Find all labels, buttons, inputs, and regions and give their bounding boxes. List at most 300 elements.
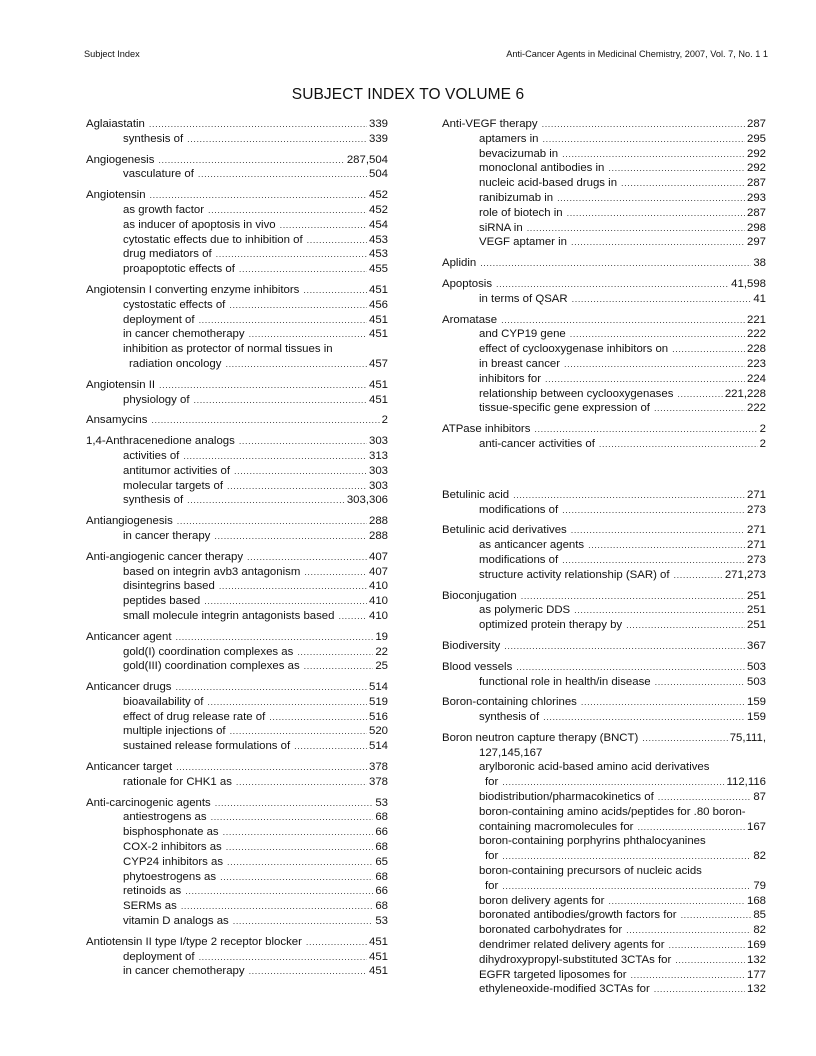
page-numbers: 293: [746, 191, 766, 204]
index-term: [442, 488, 766, 503]
index-subterm: [442, 147, 766, 162]
index-subterm-continued: [86, 357, 388, 372]
dot-leader: [216, 247, 367, 262]
dot-leader: [572, 292, 752, 307]
index-subterm-label: vitamin D analogs as: [123, 915, 229, 928]
index-term: [86, 283, 388, 298]
index-subterm-label: COX-2 inhibitors as: [123, 841, 222, 854]
index-subterm-label: peptides based: [123, 595, 201, 608]
index-subterm-label: CYP24 inhibitors as: [123, 855, 224, 868]
index-subterm-label: EGFR targeted liposomes for: [479, 968, 627, 981]
index-entry: [442, 488, 766, 518]
dot-leader: [158, 153, 344, 168]
page-numbers: 287: [746, 177, 766, 190]
index-subterm: [86, 724, 388, 739]
index-subterm: [86, 393, 388, 408]
index-subterm: [86, 710, 388, 725]
page-numbers: 271: [746, 488, 766, 501]
index-term: [86, 550, 388, 565]
page-numbers: 167: [746, 820, 766, 833]
dot-leader: [214, 529, 367, 544]
index-entry: [86, 117, 388, 147]
index-entry: [442, 313, 766, 417]
page-numbers: 53: [375, 796, 388, 809]
index-term: [86, 153, 388, 168]
page-numbers: 452: [368, 203, 388, 216]
page-numbers: 453: [368, 233, 388, 246]
dot-leader: [194, 393, 367, 408]
index-subterm: [86, 579, 388, 594]
dot-leader: [226, 840, 374, 855]
index-term-label: Anticancer agent: [86, 630, 172, 643]
index-entry: [442, 117, 766, 250]
index-subterm: [442, 437, 766, 452]
index-subterm: [442, 401, 766, 416]
dot-leader: [208, 203, 367, 218]
index-subterm-label: disintegrins based: [123, 580, 215, 593]
dot-leader: [230, 724, 367, 739]
index-subterm-label: drug mediators of: [123, 248, 212, 261]
dot-leader: [480, 256, 751, 271]
index-subterm-label: in terms of QSAR: [479, 292, 568, 305]
page-numbers: 378: [368, 761, 388, 774]
page-numbers: 221: [746, 313, 766, 326]
page-numbers: 221,228: [724, 387, 766, 400]
index-term: [86, 796, 388, 811]
page-numbers: 271,273: [724, 568, 766, 581]
index-subterm-label: bisphosphonate as: [123, 826, 219, 839]
dot-leader: [564, 357, 745, 372]
index-subterm-continued: [442, 849, 766, 864]
dot-leader: [642, 731, 727, 746]
index-subterm: [442, 805, 766, 820]
index-term-label: Anticancer target: [86, 761, 173, 774]
index-term: [442, 277, 766, 292]
page-numbers: 132: [746, 953, 766, 966]
index-entry: [86, 680, 388, 754]
index-entry: [86, 188, 388, 277]
index-term-label: Angiogenesis: [86, 153, 155, 166]
index-subterm-label: antitumor activities of: [123, 464, 230, 477]
dot-leader: [236, 775, 367, 790]
index-entry: [442, 639, 766, 654]
index-term-label: Aplidin: [442, 257, 477, 270]
index-subterm-label: effect of drug release rate of: [123, 710, 266, 723]
dot-leader: [581, 695, 745, 710]
dot-leader: [175, 680, 367, 695]
index-subterm: [86, 645, 388, 660]
page-numbers: 451: [368, 328, 388, 341]
index-subterm: [86, 609, 388, 624]
page-numbers: 65: [375, 855, 388, 868]
dot-leader: [504, 639, 745, 654]
page-numbers: 407: [368, 565, 388, 578]
dot-leader: [608, 161, 745, 176]
dot-leader: [542, 117, 745, 132]
index-subterm: [86, 870, 388, 885]
page-numbers: 292: [746, 162, 766, 175]
index-subterm: [86, 493, 388, 508]
index-subterm-label: physiology of: [123, 393, 190, 406]
dot-leader: [677, 387, 722, 402]
dot-leader: [204, 594, 367, 609]
index-term-label: Aromatase: [442, 313, 498, 326]
index-subterm-label: in cancer therapy: [123, 529, 211, 542]
index-entry: [442, 695, 766, 725]
index-subterm: [442, 553, 766, 568]
page-numbers: 451: [368, 393, 388, 406]
index-subterm: [86, 914, 388, 929]
index-subterm: [442, 357, 766, 372]
dot-leader: [502, 849, 751, 864]
dot-leader: [187, 132, 367, 147]
index-subterm-continued-label: for: [485, 776, 499, 789]
index-subterm-label: in cancer chemotherapy: [123, 328, 245, 341]
dot-leader: [227, 855, 373, 870]
index-subterm-label: multiple injections of: [123, 725, 226, 738]
page-numbers: 251: [746, 604, 766, 617]
dot-leader: [249, 327, 367, 342]
index-term: [86, 935, 388, 950]
page-numbers: 520: [368, 725, 388, 738]
index-entry: [86, 413, 388, 428]
dot-leader: [176, 630, 374, 645]
index-subterm-label: phytoestrogens as: [123, 870, 217, 883]
index-term: [442, 639, 766, 654]
index-term: [442, 660, 766, 675]
index-subterm: [442, 710, 766, 725]
index-subterm-label: modifications of: [479, 553, 559, 566]
index-subterm: [442, 387, 766, 402]
index-entry: [86, 434, 388, 508]
index-term-label: Betulinic acid derivatives: [442, 524, 567, 537]
index-subterm: [86, 739, 388, 754]
index-term-label: Anti-VEGF therapy: [442, 118, 538, 130]
index-term-pages-continued-label: 127,145,167: [479, 746, 543, 759]
page-numbers: 132: [746, 983, 766, 996]
page-numbers: 38: [753, 257, 766, 270]
index-subterm-label: as inducer of apoptosis in vivo: [123, 218, 276, 231]
index-entry: [86, 378, 388, 408]
dot-leader: [543, 710, 745, 725]
page-numbers: 519: [368, 695, 388, 708]
page-numbers: 451: [368, 313, 388, 326]
dot-leader: [557, 191, 745, 206]
index-subterm-label: tissue-specific gene expression of: [479, 402, 650, 415]
index-subterm-label: gold(I) coordination complexes as: [123, 645, 294, 658]
dot-leader: [599, 437, 758, 452]
page-numbers: 451: [368, 378, 388, 391]
dot-leader: [149, 117, 367, 132]
index-entry: [442, 422, 766, 452]
index-term-label: Blood vessels: [442, 660, 513, 673]
index-subterm: [442, 923, 766, 938]
index-entry: [442, 256, 766, 271]
page-numbers: 159: [746, 696, 766, 709]
page-numbers: 53: [375, 915, 388, 928]
index-subterm-label: boron-containing precursors of nucleic acids: [479, 865, 702, 878]
index-term-label: Ansamycins: [86, 414, 148, 427]
page-numbers: 41,598: [731, 277, 766, 290]
dot-leader: [496, 277, 729, 292]
index-subterm-label: synthesis of: [123, 132, 184, 145]
page-numbers: 287,504: [346, 153, 388, 166]
dot-leader: [543, 132, 745, 147]
page-numbers: 303: [368, 464, 388, 477]
index-subterm: [442, 372, 766, 387]
page-numbers: 514: [368, 740, 388, 753]
index-subterm: [86, 964, 388, 979]
index-term: [442, 731, 766, 746]
index-column-left: [86, 117, 388, 985]
page-numbers: 453: [368, 248, 388, 261]
index-term-pages-continued: [442, 746, 766, 761]
page-numbers: 25: [375, 660, 388, 673]
index-term-label: Antiotensin II type I/type 2 receptor blocker: [86, 935, 302, 948]
index-subterm-label: in cancer chemotherapy: [123, 965, 245, 978]
page-numbers: 112,116: [726, 776, 766, 789]
page-numbers: 2: [381, 414, 388, 427]
index-subterm: [86, 298, 388, 313]
dot-leader: [655, 675, 745, 690]
index-subterm-label: ethyleneoxide-modified 3CTAs for: [479, 983, 650, 996]
index-subterm: [86, 342, 388, 357]
page-numbers: 224: [746, 372, 766, 385]
index-term-label: Angiotensin I converting enzyme inhibitors: [86, 283, 300, 296]
dot-leader: [654, 401, 745, 416]
dot-leader: [247, 550, 367, 565]
dot-leader: [177, 514, 367, 529]
index-column-right: [442, 117, 766, 1003]
dot-leader: [297, 645, 373, 660]
dot-leader: [303, 283, 367, 298]
page-numbers: 288: [368, 529, 388, 542]
page-numbers: 75,111,: [729, 731, 766, 744]
dot-leader: [567, 206, 745, 221]
dot-leader: [631, 968, 745, 983]
page-numbers: 303,306: [346, 494, 388, 507]
index-term-label: Anticancer drugs: [86, 681, 172, 694]
index-subterm-label: structure activity relationship (SAR) of: [479, 568, 670, 581]
dot-leader: [227, 479, 367, 494]
index-term: [86, 188, 388, 203]
dot-leader: [269, 710, 367, 725]
index-entry: [442, 731, 766, 997]
index-subterm: [86, 565, 388, 580]
page-numbers: 516: [368, 710, 388, 723]
page-numbers: 410: [368, 595, 388, 608]
index-subterm-label: gold(III) coordination complexes as: [123, 660, 300, 673]
index-subterm: [442, 191, 766, 206]
index-term-label: Aglaiastatin: [86, 118, 145, 130]
index-subterm: [442, 820, 766, 835]
index-subterm: [86, 233, 388, 248]
index-subterm: [86, 855, 388, 870]
dot-leader: [513, 488, 745, 503]
page-numbers: 82: [753, 924, 766, 937]
index-term-label: Betulinic acid: [442, 488, 510, 501]
running-header-left: Subject Index: [84, 49, 140, 59]
dot-leader: [185, 884, 373, 899]
page-numbers: 177: [746, 968, 766, 981]
page-numbers: 410: [368, 609, 388, 622]
page-numbers: 273: [746, 553, 766, 566]
dot-leader: [304, 565, 367, 580]
index-subterm: [442, 327, 766, 342]
index-subterm-label: synthesis of: [123, 494, 184, 507]
index-subterm: [442, 790, 766, 805]
index-subterm: [442, 834, 766, 849]
page-numbers: 288: [368, 515, 388, 528]
index-subterm: [442, 161, 766, 176]
page-numbers: 79: [753, 879, 766, 892]
dot-leader: [219, 579, 367, 594]
index-subterm-label: small molecule integrin antagonists based: [123, 609, 335, 622]
dot-leader: [681, 908, 752, 923]
dot-leader: [234, 464, 367, 479]
index-subterm: [442, 968, 766, 983]
dot-leader: [571, 235, 745, 250]
index-subterm: [442, 235, 766, 250]
index-term: [442, 256, 766, 271]
index-term: [442, 695, 766, 710]
index-entry: [442, 523, 766, 582]
index-term-label: Boron-containing chlorines: [442, 696, 577, 709]
index-subterm: [442, 221, 766, 236]
index-entry: [86, 153, 388, 183]
page-numbers: 19: [375, 630, 388, 643]
index-subterm-label: boron delivery agents for: [479, 894, 605, 907]
index-term-label: Boron neutron capture therapy (BNCT): [442, 731, 639, 744]
index-subterm: [86, 167, 388, 182]
page-numbers: 451: [368, 965, 388, 978]
index-subterm: [86, 695, 388, 710]
dot-leader: [198, 167, 367, 182]
page-numbers: 159: [746, 711, 766, 724]
dot-leader: [562, 553, 745, 568]
index-subterm-label: nucleic acid-based drugs in: [479, 177, 618, 190]
index-subterm-label: boronated carbohydrates for: [479, 924, 623, 937]
index-term-label: Angiotensin II: [86, 378, 156, 391]
dot-leader: [307, 233, 367, 248]
dot-leader: [183, 449, 367, 464]
index-subterm: [442, 292, 766, 307]
index-subterm: [86, 313, 388, 328]
page-numbers: 451: [368, 935, 388, 948]
dot-leader: [225, 357, 367, 372]
dot-leader: [545, 372, 745, 387]
dot-leader: [637, 820, 745, 835]
index-subterm: [442, 206, 766, 221]
index-term: [442, 523, 766, 538]
dot-leader: [150, 188, 367, 203]
page-numbers: 22: [375, 645, 388, 658]
index-subterm-label: as growth factor: [123, 203, 205, 216]
index-term: [86, 514, 388, 529]
index-term-label: 1,4-Anthracenedione analogs: [86, 435, 235, 448]
index-term: [86, 378, 388, 393]
dot-leader: [521, 589, 745, 604]
index-subterm: [442, 176, 766, 191]
index-subterm: [86, 810, 388, 825]
index-subterm-label: proapoptotic effects of: [123, 263, 235, 276]
index-subterm: [442, 603, 766, 618]
index-subterm: [442, 618, 766, 633]
page-numbers: 367: [746, 639, 766, 652]
page-numbers: 303: [368, 479, 388, 492]
dot-leader: [151, 413, 379, 428]
page-numbers: 456: [368, 298, 388, 311]
page-numbers: 287: [746, 118, 766, 130]
dot-leader: [306, 935, 367, 950]
index-subterm: [442, 342, 766, 357]
index-subterm: [86, 825, 388, 840]
index-subterm: [442, 503, 766, 518]
page-numbers: 251: [746, 589, 766, 602]
index-entry: [442, 589, 766, 633]
index-term: [86, 630, 388, 645]
index-entry: [86, 796, 388, 929]
page-numbers: 66: [375, 826, 388, 839]
page-numbers: 68: [375, 900, 388, 913]
page-numbers: 168: [746, 894, 766, 907]
dot-leader: [675, 953, 745, 968]
page-numbers: 271: [746, 524, 766, 537]
index-subterm: [86, 262, 388, 277]
index-subterm-label: role of biotech in: [479, 206, 563, 219]
index-subterm-continued-label: radiation oncology: [129, 357, 222, 370]
dot-leader: [674, 568, 723, 583]
page-numbers: 297: [746, 236, 766, 249]
index-subterm: [442, 538, 766, 553]
index-subterm: [86, 247, 388, 262]
index-subterm-label: aptamers in: [479, 132, 539, 145]
dot-leader: [626, 923, 751, 938]
index-subterm-label: dihydroxypropyl-substituted 3CTAs for: [479, 953, 672, 966]
index-subterm-label: vasculature of: [123, 168, 194, 181]
dot-leader: [187, 493, 345, 508]
index-subterm-label: bioavailability of: [123, 695, 204, 708]
index-subterm: [442, 908, 766, 923]
page-numbers: 68: [375, 811, 388, 824]
index-entry: [86, 550, 388, 624]
index-subterm-label: as polymeric DDS: [479, 604, 571, 617]
index-subterm-label: rationale for CHK1 as: [123, 775, 232, 788]
page-numbers: 313: [368, 449, 388, 462]
dot-leader: [527, 221, 745, 236]
index-subterm: [86, 529, 388, 544]
index-term-label: Antiangiogenesis: [86, 515, 173, 528]
dot-leader: [280, 218, 367, 233]
index-subterm: [86, 479, 388, 494]
page-numbers: 85: [753, 909, 766, 922]
page-numbers: 451: [368, 283, 388, 296]
dot-leader: [658, 790, 752, 805]
index-entry: [86, 760, 388, 790]
page-numbers: 451: [368, 950, 388, 963]
index-entry: [86, 935, 388, 979]
index-subterm-label: dendrimer related delivery agents for: [479, 939, 665, 952]
page-numbers: 292: [746, 147, 766, 160]
dot-leader: [626, 618, 745, 633]
index-entry: [86, 630, 388, 674]
page-numbers: 407: [368, 550, 388, 563]
page-numbers: 271: [746, 539, 766, 552]
index-subterm-continued: [442, 879, 766, 894]
index-subterm-label: relationship between cyclooxygenases: [479, 387, 674, 400]
index-subterm: [442, 675, 766, 690]
index-subterm-label: retinoids as: [123, 885, 182, 898]
